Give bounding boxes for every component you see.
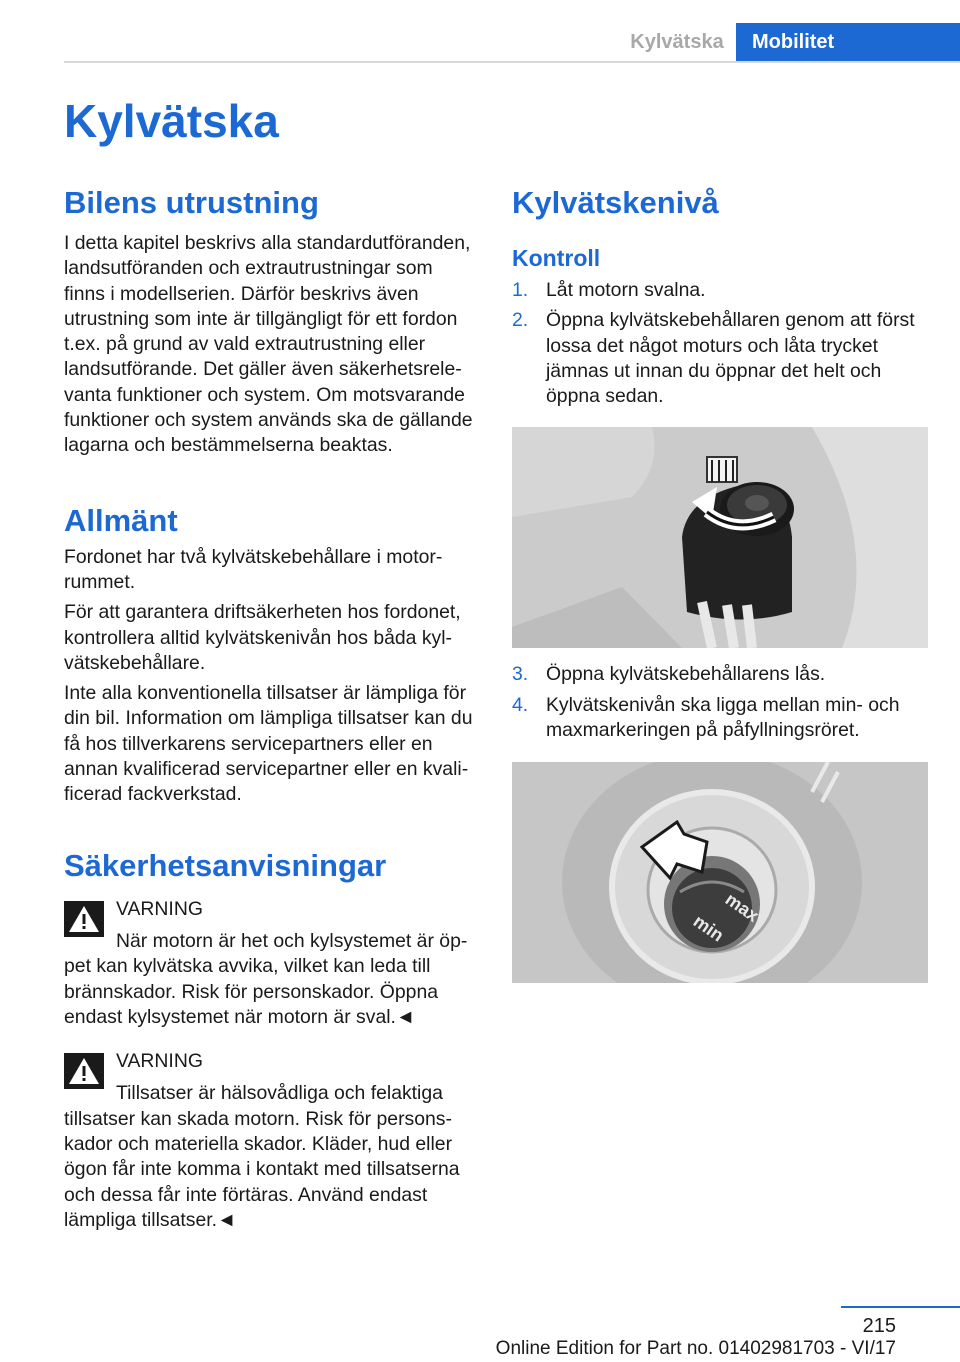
footer-rule bbox=[841, 1306, 960, 1308]
warning-triangle-icon bbox=[64, 1053, 104, 1089]
general-p3: Inte alla konventionella tillsatser är lämpliga för din bil. Information om lämpliga tillsatser kan du få hos tillverkarens servicepartners eller en annan kvalificerad servicepartner eller en kvalificerad fackverkstad. bbox=[64, 682, 473, 806]
list-item: 1. Låt motorn svalna. bbox=[512, 279, 706, 301]
edition-text: Online Edition for Part no. 01402981703 - VI/17 bbox=[495, 1338, 896, 1359]
steps-list-a bbox=[512, 278, 928, 409]
warning-text: Tillsatser är hälsovådliga och felaktiga tillsatser kan skada motorn. Risk för personskador och materiella skador. Kläder, hud eller ögon får inte komma i kontakt med tillsatserna och dessa får inte förtäras. Använd endast lämpliga tillsatser.◄ bbox=[64, 1082, 460, 1231]
header-rule bbox=[64, 61, 960, 63]
warning-label: VARNING bbox=[116, 897, 203, 920]
warning-label: VARNING bbox=[116, 1050, 203, 1073]
equipment-heading: Bilens utrustning bbox=[64, 185, 319, 220]
max-label: max bbox=[721, 889, 763, 927]
list-item: 2. Öppna kylvätskebehållaren genom att först lossa det något moturs och låta trycket jämnas ut innan du öppnar det helt och öppna sedan. bbox=[512, 309, 915, 408]
page-title: Kylvätska bbox=[64, 95, 279, 147]
steps-list-b bbox=[512, 662, 928, 743]
page-number: 215 bbox=[862, 1315, 896, 1337]
general-p2: För att garantera driftsäkerheten hos fordonet, kontrollera alltid kylvätskenivån hos båda kylvätskebehållare. bbox=[64, 601, 461, 674]
filler-neck-photo bbox=[512, 762, 928, 983]
level-heading: Kylvätskenivå bbox=[512, 185, 719, 220]
section-tab[interactable]: Kylvätska bbox=[630, 31, 724, 53]
equipment-text: I detta kapitel beskrivs alla standardutföranden, landsutföranden och extrautrustningar som finns i modellserien. Därför beskrivs även utrustning som inte är tillgängligt för ett fordon t.ex. på grund av vald extrautrustning eller landsutförande. Det gäller även säkerhetsrelevanta funktioner och system. Om motsvarande funktioner och system används ska de gällande lagarna och bestämmelserna beaktas. bbox=[64, 232, 473, 457]
warning-triangle-icon bbox=[64, 901, 104, 937]
left-column bbox=[64, 182, 478, 1233]
chapter-tab[interactable]: Mobilitet bbox=[736, 23, 960, 62]
warning-text: När motorn är het och kylsystemet är öppet kan kylvätska avvika, vilket kan leda till brännskador. Risk för personskador. Öppna endast kylsystemet när motorn är sval.◄ bbox=[64, 929, 468, 1028]
coolant-cap-photo bbox=[512, 427, 928, 648]
min-label: min bbox=[689, 911, 728, 947]
warning-block-2 bbox=[64, 1049, 478, 1233]
safety-heading: Säkerhetsanvisningar bbox=[64, 847, 387, 883]
general-heading: Allmänt bbox=[64, 502, 178, 538]
right-column bbox=[512, 182, 928, 983]
control-subheading: Kontroll bbox=[512, 245, 601, 271]
warning-block-1 bbox=[64, 897, 478, 1030]
general-p1: Fordonet har två kylvätskebehållare i motorrummet. bbox=[64, 545, 443, 593]
list-item: 4. Kylvätskenivån ska ligga mellan min- och maxmarkeringen på påfyllningsröret. bbox=[512, 693, 900, 742]
header-tabs bbox=[618, 23, 960, 62]
list-item: 3. Öppna kylvätskebehållarens lås. bbox=[512, 663, 826, 686]
